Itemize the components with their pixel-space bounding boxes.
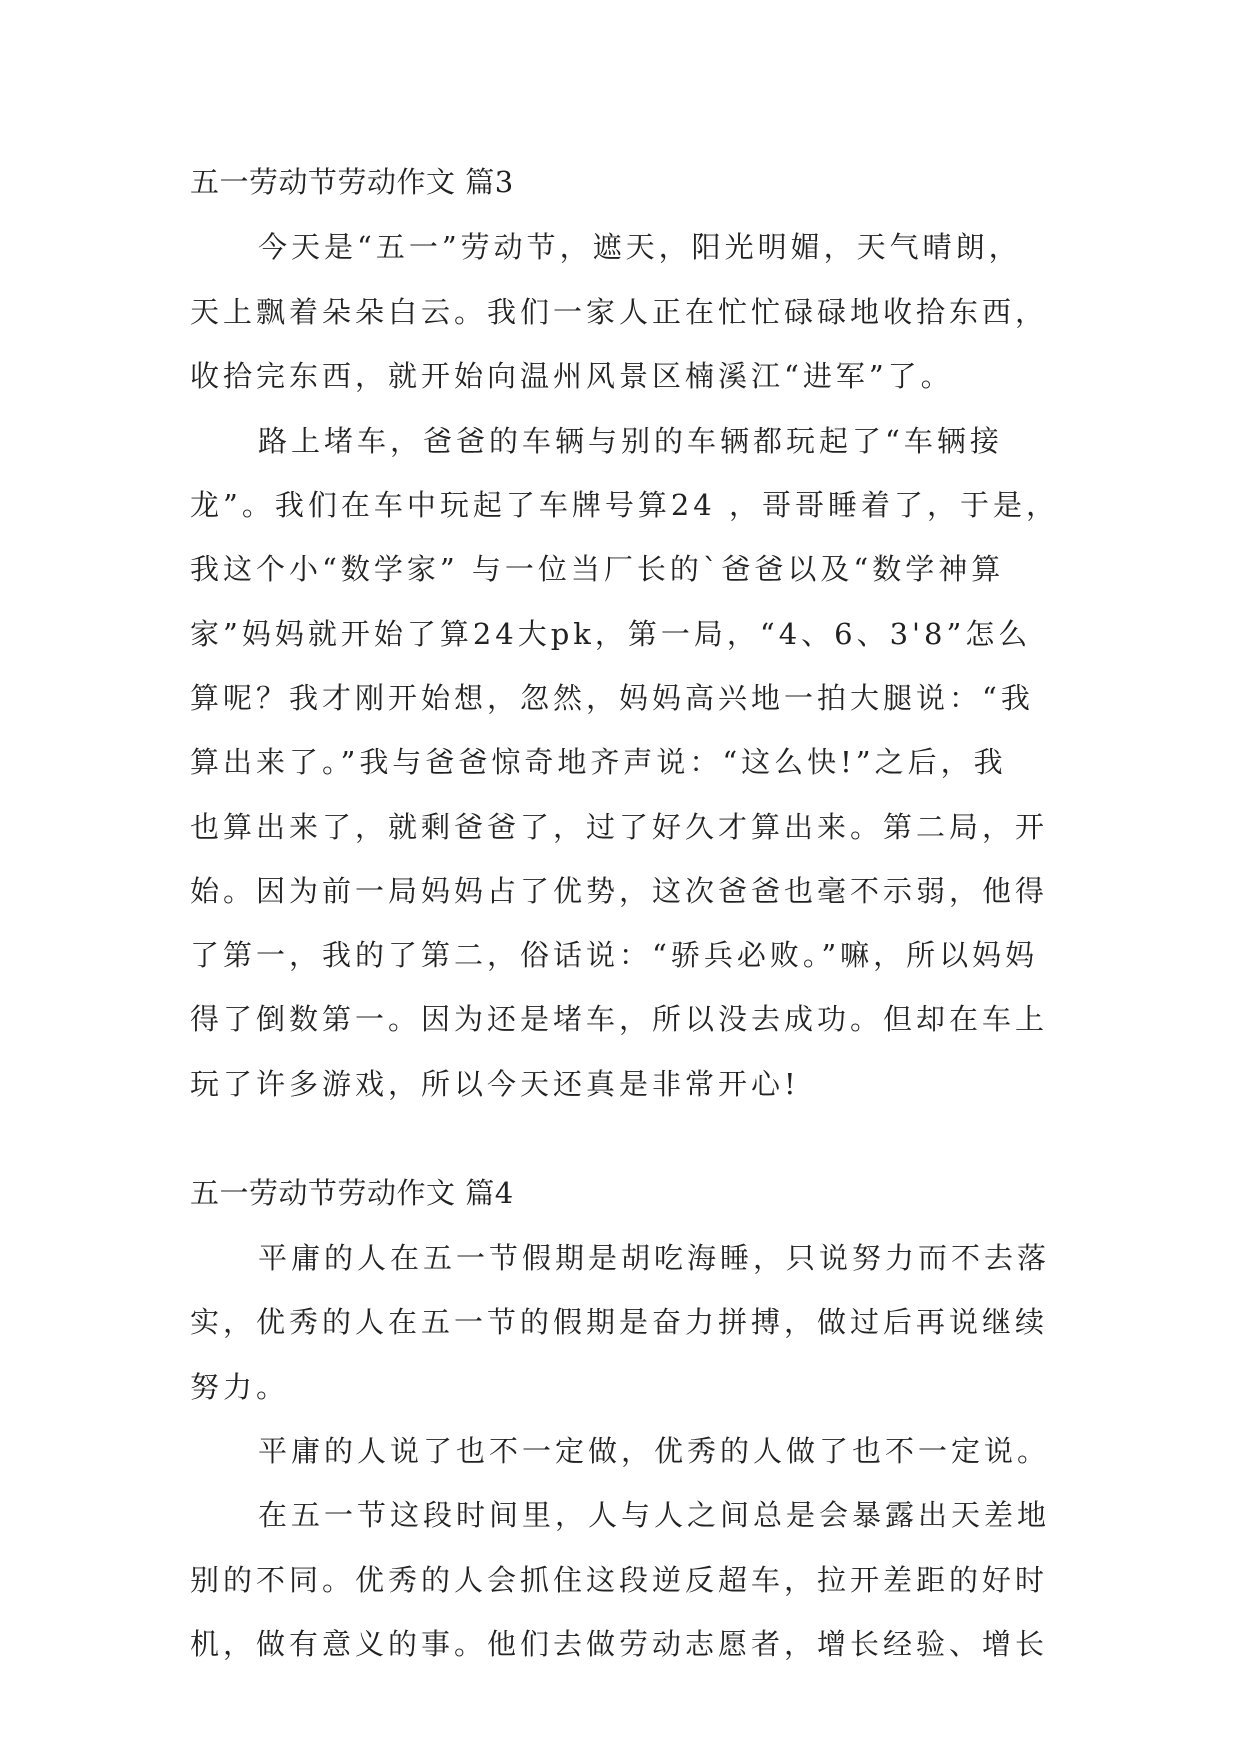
text-line: 平庸的人说了也不一定做，优秀的人做了也不一定说。: [258, 1434, 1051, 1468]
text-line: 努力。: [190, 1370, 290, 1404]
text-line: 在五一节这段时间里，人与人之间总是会暴露出天差地: [258, 1498, 1051, 1532]
text-line: 也算出来了，就剩爸爸了，过了好久才算出来。第二局，开: [190, 810, 1049, 844]
text-line: 玩了许多游戏，所以今天还真是非常开心!: [190, 1067, 800, 1101]
text-line: 算呢？我才刚开始想，忽然，妈妈高兴地一拍大腿说：“我: [190, 681, 1034, 715]
text-line: 收拾完东西，就开始向温州风景区楠溪江“进军”了。: [190, 359, 954, 393]
text-line: 路上堵车，爸爸的车辆与别的车辆都玩起了“车辆接: [258, 424, 1003, 458]
text-line: 别的不同。优秀的人会抓住这段逆反超车，拉开差距的好时: [190, 1563, 1049, 1597]
text-line: 实，优秀的人在五一节的假期是奋力拼搏，做过后再说继续: [190, 1305, 1049, 1339]
text-line: 龙”。我们在车中玩起了车牌号算24 ，哥哥睡着了，于是，: [190, 488, 1059, 522]
text-line: 家”妈妈就开始了算24大pk，第一局，“4、6、3'8”怎么: [190, 617, 1032, 651]
text-line: 今天是“五一”劳动节，遮天，阳光明媚，天气晴朗，: [258, 230, 1022, 264]
text-line: 始。因为前一局妈妈占了优势，这次爸爸也毫不示弱，他得: [190, 874, 1049, 908]
section-3-heading: 五一劳动节劳动作文 篇3: [190, 165, 514, 199]
text-line: 平庸的人在五一节假期是胡吃海睡，只说努力而不去落: [258, 1241, 1051, 1275]
text-line: 天上飘着朵朵白云。我们一家人正在忙忙碌碌地收拾东西，: [190, 295, 1049, 329]
text-line: 了第一，我的了第二，俗话说：“骄兵必败。”嘛，所以妈妈: [190, 938, 1039, 972]
text-line: 机，做有意义的事。他们去做劳动志愿者，增长经验、增长: [190, 1627, 1049, 1661]
text-line: 我这个小“数学家” 与一位当厂长的`爸爸以及“数学神算: [190, 552, 1005, 586]
text-line: 得了倒数第一。因为还是堵车，所以没去成功。但却在车上: [190, 1002, 1049, 1036]
text-line: 算出来了。”我与爸爸惊奇地齐声说：“这么快!”之后，我: [190, 745, 1007, 779]
section-4-heading: 五一劳动节劳动作文 篇4: [190, 1176, 514, 1210]
